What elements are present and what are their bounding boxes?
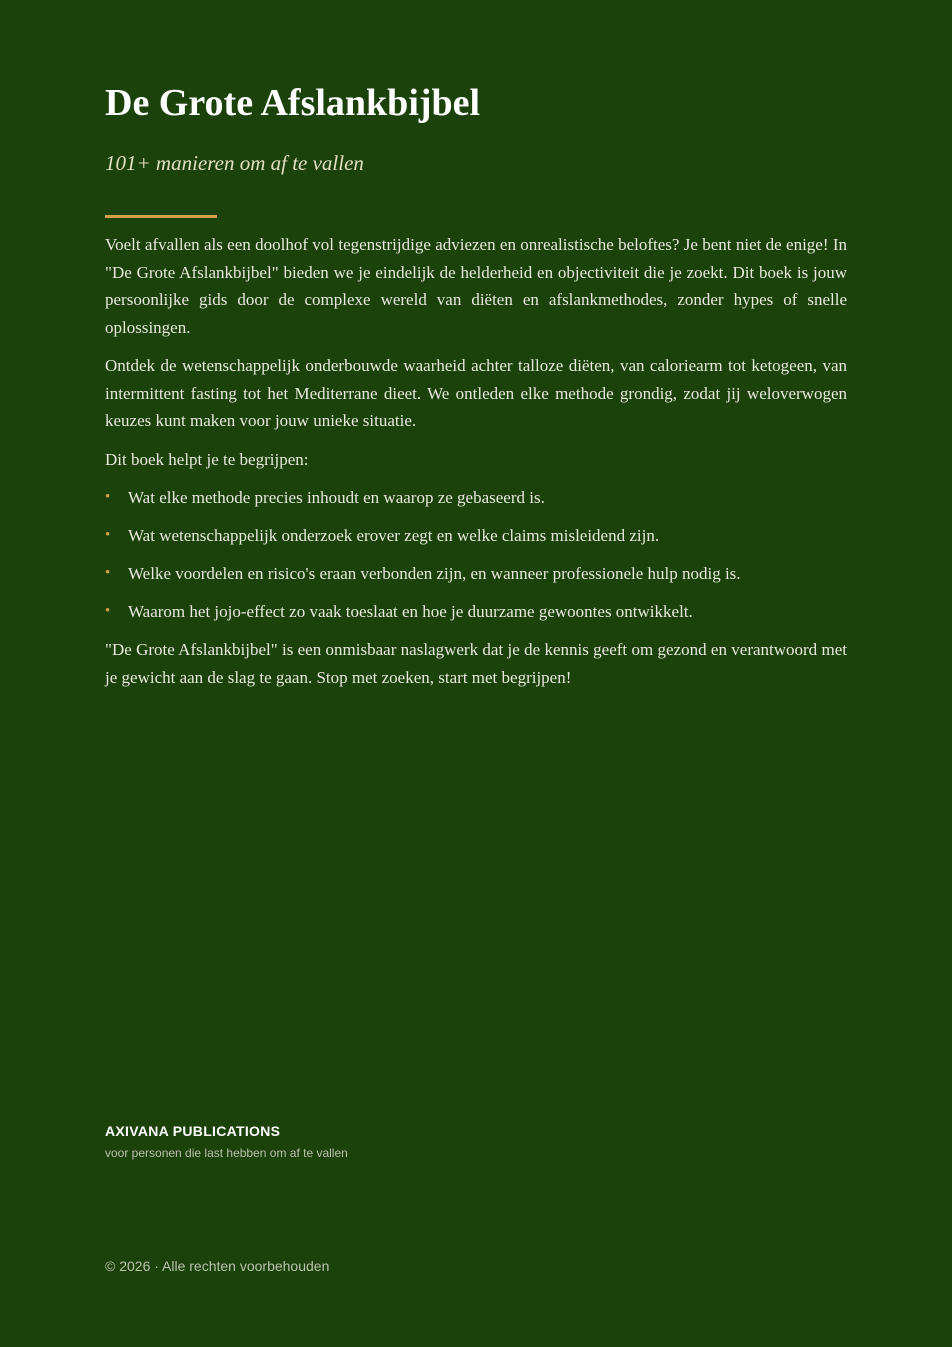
list-item [105,522,847,550]
list-item-text: Welke voordelen en risico's eraan verbonden zijn, en wanneer professionele hulp nodig is. [128,564,741,583]
list-item-text: Wat wetenschappelijk onderzoek erover zegt en welke claims misleidend zijn. [128,526,660,545]
publisher-block [105,1122,348,1161]
list-item [105,598,847,626]
bullet-icon: • [105,565,111,581]
list-item [105,560,847,588]
description-paragraph-2: Ontdek de wetenschappelijk onderbouwde waarheid achter talloze diëten, van caloriearm tot ketogeen, van intermittent fasting tot het Mediterrane dieet. We ontleden elke methode grondig, zodat jij weloverwogen keuzes kunt maken voor jouw unieke situatie. [105,356,847,430]
bullet-icon: • [105,527,111,543]
closing-paragraph: "De Grote Afslankbijbel" is een onmisbaar naslagwerk dat je de kennis geeft om gezond en verantwoord met je gewicht aan de slag te gaan. Stop met zoeken, start met begrijpen! [105,640,847,687]
bullet-icon: • [105,489,111,505]
book-title: De Grote Afslankbijbel [105,82,481,124]
book-subtitle: 101+ manieren om af te vallen [105,151,364,175]
book-description [105,231,847,702]
copyright-notice: © 2026 · Alle rechten voorbehouden [105,1258,330,1274]
list-item-text: Waarom het jojo-effect zo vaak toeslaat en hoe je duurzame gewoontes ontwikkelt. [128,602,693,621]
list-item [105,484,847,512]
bullet-icon: • [105,603,111,619]
accent-divider [105,215,217,218]
benefits-list [105,484,847,626]
description-paragraph-1: Voelt afvallen als een doolhof vol tegenstrijdige adviezen en onrealistische beloftes? Je bent niet de enige! In "De Grote Afslankbijbel" bieden we je eindelijk de helderheid en objectiviteit die je zoekt. Dit boek is jouw persoonlijke gids door de complexe wereld van diëten en afslankmethodes, zonder hypes of snelle oplossingen. [105,235,847,337]
publisher-name: AXIVANA PUBLICATIONS [105,1123,281,1139]
list-item-text: Wat elke methode precies inhoudt en waarop ze gebaseerd is. [128,488,545,507]
list-intro: Dit boek helpt je te begrijpen: [105,449,309,469]
publisher-tagline: voor personen die last hebben om af te vallen [105,1146,348,1160]
